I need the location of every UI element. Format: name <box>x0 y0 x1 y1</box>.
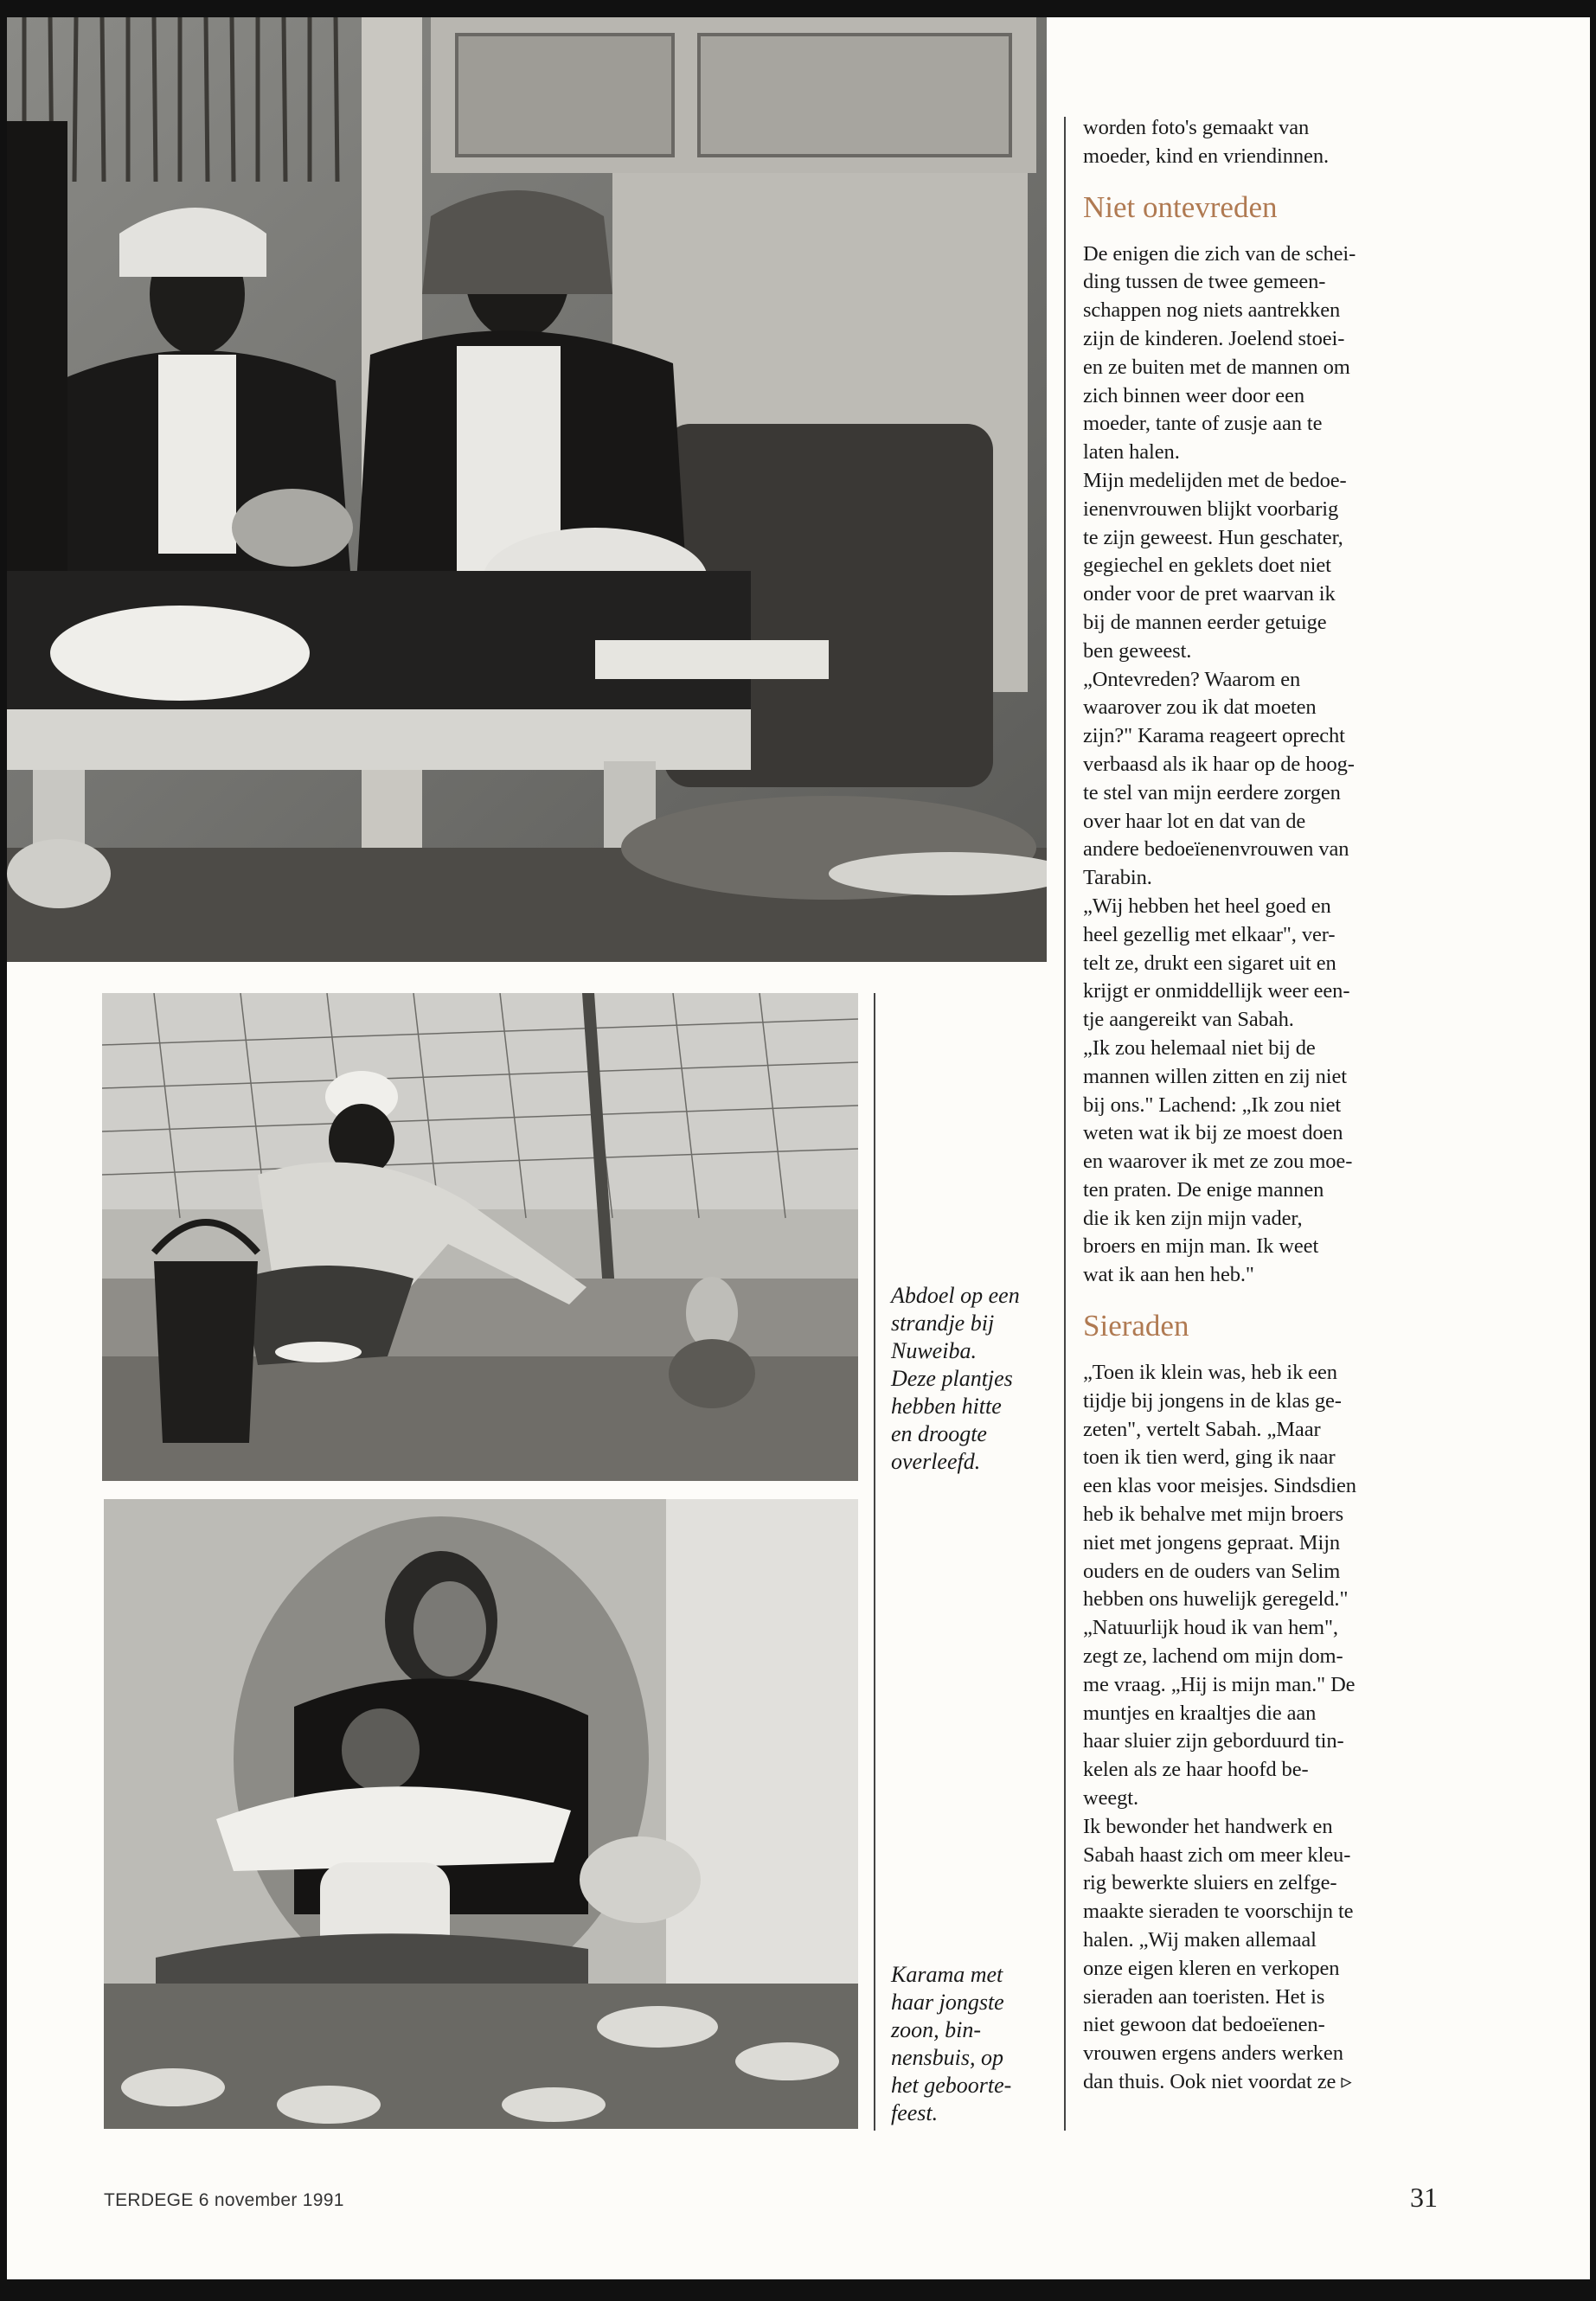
paragraph: Mijn medelijden met de bedoe- ienenvrouwen blijkt voorbarig te zijn geweest. Hun geschater, gegiechel en geklets doet niet onder voor de pret waarvan ik bij de mannen eerder getuige ben geweest. <box>1083 468 1347 663</box>
middle-photo <box>102 993 858 1481</box>
column-rule-right <box>1064 117 1066 2131</box>
heading-niet-ontevreden: Niet ontevreden <box>1083 189 1278 224</box>
paragraph: „Ik zou helemaal niet bij de mannen willen zitten en zij niet bij ons." Lachend: „Ik zou niet weten wat ik bij ze moest doen en waarover ik met ze zou moe- ten praten. De enige mannen die ik ken zijn mijn vader, broers en mijn man. Ik weet wat ik aan hen heb." <box>1083 1035 1353 1287</box>
intro-paragraph: worden foto's gemaakt van moeder, kind en vriendinnen. <box>1083 116 1330 168</box>
column-rule-left <box>874 993 875 2131</box>
paragraph: „Natuurlijk houd ik van hem", zegt ze, lachend om mijn dom- me vraag. „Hij is mijn man." De muntjes en kraaltjes die aan haar sluier zijn geborduurd tin- kelen als ze haar hoofd be- weegt. <box>1083 1616 1356 1811</box>
page-number: 31 <box>1410 2182 1438 2213</box>
heading-sieraden: Sieraden <box>1083 1309 1189 1343</box>
top-photo <box>7 17 1047 962</box>
article-column <box>1083 114 1464 2097</box>
photo-man-by-plant <box>102 993 858 1481</box>
bottom-photo <box>104 1499 858 2129</box>
paragraph: „Ontevreden? Waarom en waarover zou ik dat moeten zijn?" Karama reageert oprecht verbaasd als ik haar op de hoog- te stel van mijn eerdere zorgen over haar lot en dat van de andere bedoeïenenvrouwen van Tarabin. <box>1083 667 1355 890</box>
paragraph: De enigen die zich van de schei- ding tussen de twee gemeen- schappen nog niets aantrekken zijn de kinderen. Joelend stoei- en ze buiten met de mannen om zich binnen weer door een moeder, tante of zusje aan te laten halen. <box>1083 241 1356 465</box>
paragraph: „Toen ik klein was, heb ik een tijdje bij jongens in de klas ge- zeten", vertelt Sabah. „Maar toen ik tien werd, ging ik naar een klas voor meisjes. Sindsdien heb ik behalve met mijn broers niet met jongens gepraat. Mijn ouders en de ouders van Selim hebben ons huwelijk geregeld." <box>1083 1361 1356 1612</box>
magazine-page <box>7 17 1590 2279</box>
photo-woman-with-baby <box>104 1499 858 2129</box>
photo-men-at-table <box>7 17 1047 962</box>
publication-footer: TERDEGE 6 november 1991 <box>104 2190 344 2210</box>
paragraph: „Wij hebben het heel goed en heel gezellig met elkaar", ver- telt ze, drukt een sigaret uit en krijgt er onmiddellijk weer een- tje aangereikt van Sabah. <box>1083 894 1350 1032</box>
paragraph: Ik bewonder het handwerk en Sabah haast zich om meer kleu- rig bewerkte sluiers en zelfge- maakte sieraden te voorschijn te halen. „Wij maken allemaal onze eigen kleren en verkopen sieraden aan toeristen. Het is niet gewoon dat bedoeïenen- vrouwen ergens anders werken dan thuis. Ook niet voordat ze ▹ <box>1083 1814 1354 2093</box>
caption-abdoel: Abdoel op een strandje bij Nuweiba. Deze plantjes hebben hitte en droogte overleefd. <box>891 1283 1020 1474</box>
caption-karama: Karama met haar jongste zoon, bin- nensbuis, op het geboorte- feest. <box>891 1962 1012 2125</box>
